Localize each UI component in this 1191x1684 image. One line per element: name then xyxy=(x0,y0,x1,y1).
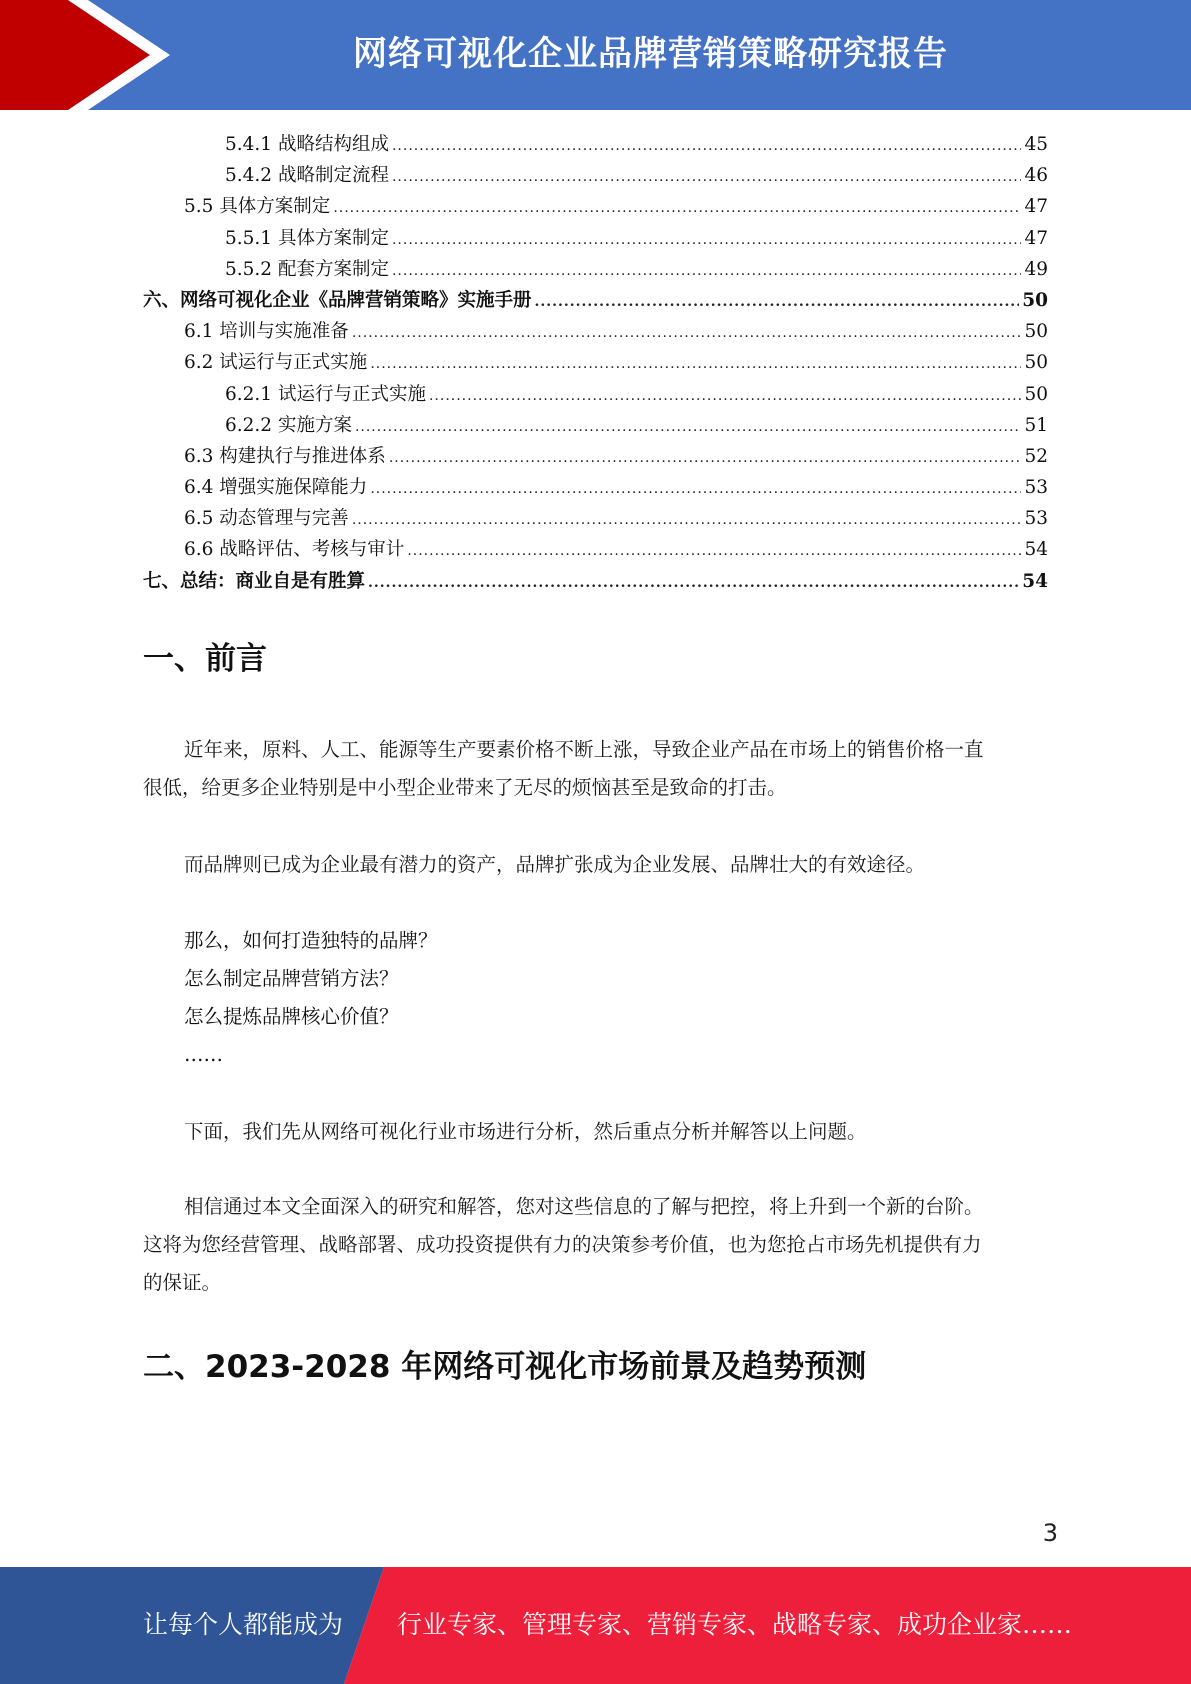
toc-entry[interactable] xyxy=(143,472,1048,503)
toc-entry-page: 50 xyxy=(1024,352,1048,374)
toc-entry-page: 53 xyxy=(1024,508,1048,530)
toc-entry-title: 6.2 试运行与正式实施 xyxy=(184,352,368,374)
toc-entry[interactable] xyxy=(143,347,1048,378)
toc-entry-page: 50 xyxy=(1022,289,1048,311)
toc-dot-leader xyxy=(352,505,1022,536)
toc-entry-page: 50 xyxy=(1024,383,1048,405)
question-2: 怎么制定品牌营销方法？ xyxy=(184,967,399,990)
toc-entry-title: 6.2.1 试运行与正式实施 xyxy=(225,383,426,405)
paragraph-1-line-1: 近年来，原料、人工、能源等生产要素价格不断上涨，导致企业产品在市场上的销售价格一直 xyxy=(184,738,984,761)
toc-entry-page: 47 xyxy=(1024,196,1048,218)
toc-dot-leader xyxy=(368,568,1019,599)
toc-entry-title: 5.5.1 具体方案制定 xyxy=(225,227,389,249)
section-heading-market-forecast: 二、2023-2028 年网络可视化市场前景及趋势预测 xyxy=(143,1349,867,1385)
toc-entry[interactable] xyxy=(143,285,1048,316)
footer-band xyxy=(0,1567,1191,1684)
toc-entry-title: 5.4.2 战略制定流程 xyxy=(225,165,389,187)
paragraph-2-text: 而品牌则已成为企业最有潜力的资产，品牌扩张成为企业发展、品牌壮大的有效途径。 xyxy=(184,853,926,876)
toc-entry[interactable] xyxy=(143,566,1048,597)
toc-entry-page: 53 xyxy=(1024,477,1048,499)
toc-entry[interactable] xyxy=(143,316,1048,347)
toc-entry[interactable] xyxy=(143,410,1048,441)
toc-entry-title: 七、总结：商业自是有胜算 xyxy=(143,570,366,592)
toc-entry-page: 49 xyxy=(1024,258,1048,280)
toc-dot-leader xyxy=(333,193,1021,224)
toc-dot-leader xyxy=(389,443,1022,474)
toc-entry[interactable] xyxy=(143,254,1048,285)
toc-entry-page: 45 xyxy=(1024,134,1048,155)
toc-dot-leader xyxy=(407,536,1021,567)
toc-entry[interactable] xyxy=(143,534,1048,565)
toc-entry[interactable] xyxy=(143,441,1048,472)
toc-dot-leader xyxy=(370,474,1021,505)
paragraph-1 xyxy=(143,731,1048,807)
toc-entry[interactable] xyxy=(143,129,1048,160)
toc-entry-title: 6.1 培训与实施准备 xyxy=(184,321,349,343)
section-heading-preface: 一、前言 xyxy=(143,641,267,677)
footer-slogan-left: 让每个人都能成为 xyxy=(143,1610,344,1639)
toc-entry[interactable] xyxy=(143,379,1048,410)
paragraph-3-text: 下面，我们先从网络可视化行业市场进行分析，然后重点分析并解答以上问题。 xyxy=(184,1120,867,1143)
toc-entry[interactable] xyxy=(143,191,1048,222)
paragraph-4 xyxy=(143,1188,1048,1302)
toc-entry-page: 47 xyxy=(1024,227,1048,249)
question-3: 怎么提炼品牌核心价值？ xyxy=(184,1005,399,1028)
toc-entry-page: 50 xyxy=(1024,321,1048,343)
question-1: 那么，如何打造独特的品牌？ xyxy=(184,929,438,952)
toc-entry[interactable] xyxy=(143,503,1048,534)
ellipsis: …… xyxy=(184,1043,223,1066)
toc-dot-leader xyxy=(392,256,1021,287)
toc-entry[interactable] xyxy=(143,223,1048,254)
toc-entry-title: 5.5 具体方案制定 xyxy=(184,196,331,218)
toc-entry-title: 6.4 增强实施保障能力 xyxy=(184,477,368,499)
toc-entry-title: 6.2.2 实施方案 xyxy=(225,414,352,436)
toc-entry-page: 54 xyxy=(1022,570,1048,592)
paragraph-4-line-1: 相信通过本文全面深入的研究和解答，您对这些信息的了解与把控，将上升到一个新的台阶。 xyxy=(184,1195,984,1218)
page-number: 3 xyxy=(1042,1519,1058,1547)
toc-dot-leader xyxy=(352,318,1022,349)
toc-dot-leader xyxy=(370,349,1021,380)
toc-entry-page: 54 xyxy=(1024,539,1048,561)
toc-entry[interactable] xyxy=(143,160,1048,191)
toc-entry-page: 52 xyxy=(1024,445,1048,467)
toc-dot-leader xyxy=(392,225,1021,256)
paragraph-4-line-2: 这将为您经营管理、战略部署、成功投资提供有力的决策参考价值，也为您抢占市场先机提供有力 xyxy=(143,1233,982,1256)
report-title: 网络可视化企业品牌营销策略研究报告 xyxy=(353,34,948,74)
toc-entry-title: 6.6 战略评估、考核与审计 xyxy=(184,539,405,561)
toc-dot-leader xyxy=(535,287,1020,318)
paragraph-4-line-3: 的保证。 xyxy=(143,1271,222,1294)
toc-dot-leader xyxy=(355,412,1022,443)
paragraph-3 xyxy=(143,1113,1048,1151)
toc-entry-page: 51 xyxy=(1024,414,1048,436)
table-of-contents xyxy=(143,129,1048,597)
paragraph-2 xyxy=(143,846,1048,884)
paragraph-1-line-2: 很低，给更多企业特别是中小型企业带来了无尽的烦恼甚至是致命的打击。 xyxy=(143,776,787,799)
toc-entry-page: 46 xyxy=(1024,165,1048,187)
header-band xyxy=(0,0,1191,110)
toc-entry-title: 6.5 动态管理与完善 xyxy=(184,508,349,530)
toc-entry-title: 6.3 构建执行与推进体系 xyxy=(184,445,386,467)
toc-dot-leader xyxy=(392,131,1021,162)
toc-dot-leader xyxy=(392,162,1021,193)
toc-entry-title: 六、网络可视化企业《品牌营销策略》实施手册 xyxy=(143,289,532,311)
footer-slogan-right: 行业专家、管理专家、营销专家、战略专家、成功企业家…… xyxy=(397,1610,1073,1639)
toc-entry-title: 5.5.2 配套方案制定 xyxy=(225,258,389,280)
toc-entry-title: 5.4.1 战略结构组成 xyxy=(225,134,389,155)
toc-dot-leader xyxy=(429,381,1021,412)
